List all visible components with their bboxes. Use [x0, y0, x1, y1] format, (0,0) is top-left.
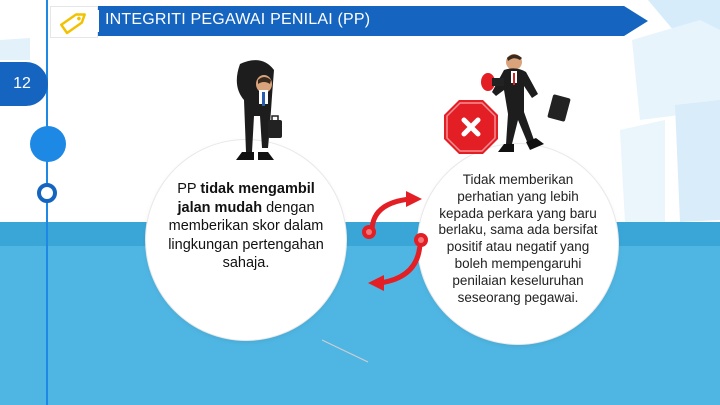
page-number: 12	[13, 75, 31, 92]
left-text-subject: PP	[177, 181, 201, 197]
title-divider	[97, 10, 99, 32]
left-text-rest: dengan memberikan skor dalam lingkungan pertengahan sahaja.	[168, 199, 324, 271]
page-title: INTEGRITI PEGAWAI PENILAI (PP)	[105, 11, 371, 28]
tag-icon-box	[50, 6, 98, 38]
exchange-arrows-icon	[350, 185, 440, 305]
timeline-dot-ring	[37, 183, 57, 203]
left-card-text	[160, 180, 332, 273]
x-cancel-icon	[443, 99, 499, 155]
left-text-emphasis: tidak mengambil jalan mudah	[177, 181, 315, 216]
price-tag-icon	[51, 7, 97, 37]
tired-businessman-icon	[222, 56, 294, 176]
right-card-text: Tidak memberikan perhatian yang lebih kepada perkara yang baru berlaku, sama ada bersifat positif atau negatif yang boleh mempengaruhi penilaian keseluruhan seseorang pegawai.	[438, 172, 598, 305]
timeline-dot-large	[30, 126, 66, 162]
